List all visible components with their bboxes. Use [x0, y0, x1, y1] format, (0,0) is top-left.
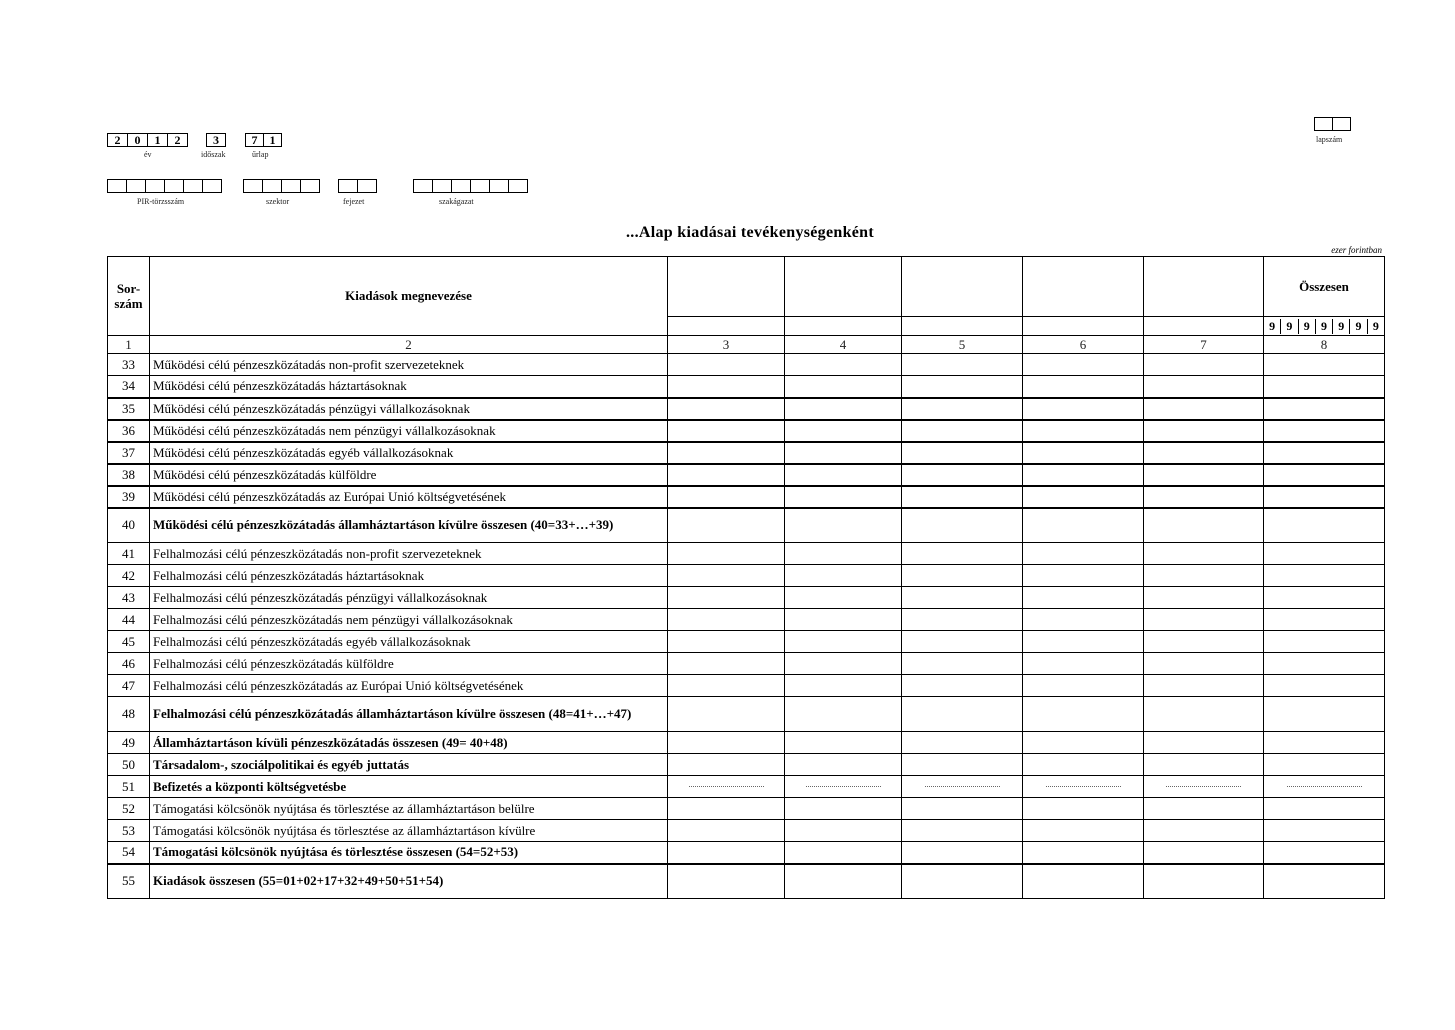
- amount-cell[interactable]: [1144, 754, 1264, 776]
- amount-cell[interactable]: [1023, 609, 1144, 631]
- amount-cell[interactable]: [1144, 376, 1264, 398]
- amount-cell: [1144, 776, 1264, 798]
- table-row: [108, 754, 1385, 776]
- dash-placeholder: [1287, 786, 1362, 787]
- amount-cell[interactable]: [1264, 587, 1385, 609]
- table-row: [108, 675, 1385, 697]
- expense-name: Társadalom-, szociálpolitikai és egyéb juttatás: [150, 754, 668, 776]
- amount-cell[interactable]: [785, 543, 902, 565]
- amount-cell[interactable]: [1264, 864, 1385, 899]
- amount-cell[interactable]: [668, 464, 785, 486]
- period-label: időszak: [201, 150, 226, 159]
- amount-cell[interactable]: [1144, 864, 1264, 899]
- amount-cell[interactable]: [668, 653, 785, 675]
- amount-cell[interactable]: [668, 609, 785, 631]
- dash-placeholder: [1046, 786, 1121, 787]
- row-number: 53: [108, 820, 150, 842]
- amount-cell[interactable]: [785, 609, 902, 631]
- amount-cell[interactable]: [1023, 442, 1144, 464]
- code-cells-4[interactable]: [785, 317, 902, 336]
- expense-name: Felhalmozási célú pénzeszközátadás államháztartáson kívülre összesen (48=41+…+47): [150, 697, 668, 732]
- amount-cell[interactable]: [1264, 420, 1385, 442]
- code-box: [281, 179, 301, 193]
- amount-cell[interactable]: [1023, 820, 1144, 842]
- amount-cell[interactable]: [668, 420, 785, 442]
- column-number: 2: [150, 336, 668, 354]
- amount-cell[interactable]: [785, 842, 902, 864]
- code-box: [357, 179, 377, 193]
- sector-label: szektor: [266, 197, 290, 206]
- expense-name: Felhalmozási célú pénzeszközátadás egyéb vállalkozásoknak: [150, 631, 668, 653]
- amount-cell[interactable]: [668, 675, 785, 697]
- expense-name: Felhalmozási célú pénzeszközátadás pénzügyi vállalkozásoknak: [150, 587, 668, 609]
- code-box: [107, 179, 127, 193]
- expense-name: Felhalmozási célú pénzeszközátadás háztartásoknak: [150, 565, 668, 587]
- amount-cell[interactable]: [1023, 864, 1144, 899]
- amount-cell[interactable]: [785, 820, 902, 842]
- amount-cell[interactable]: [902, 398, 1023, 420]
- amount-cell[interactable]: [668, 565, 785, 587]
- header-activity-col-3: [668, 257, 785, 317]
- amount-cell[interactable]: [1144, 820, 1264, 842]
- amount-cell[interactable]: [785, 754, 902, 776]
- table-row: [108, 842, 1385, 864]
- code-box: [145, 179, 165, 193]
- code-box: [202, 179, 222, 193]
- amount-cell[interactable]: [668, 798, 785, 820]
- dash-placeholder: [689, 786, 764, 787]
- amount-cell[interactable]: [902, 732, 1023, 754]
- dash-placeholder: [806, 786, 881, 787]
- header-expense-name: Kiadások megnevezése: [150, 257, 668, 336]
- amount-cell[interactable]: [1023, 732, 1144, 754]
- amount-cell[interactable]: [1144, 420, 1264, 442]
- table-row: [108, 508, 1385, 543]
- amount-cell[interactable]: [1264, 354, 1385, 376]
- expense-name: Működési célú pénzeszközátadás egyéb vállalkozásoknak: [150, 442, 668, 464]
- column-number: 7: [1144, 336, 1264, 354]
- expense-name: Befizetés a központi költségvetésbe: [150, 776, 668, 798]
- year-boxes: [107, 133, 188, 147]
- table-row: [108, 798, 1385, 820]
- amount-cell[interactable]: [1023, 464, 1144, 486]
- amount-cell[interactable]: [1264, 376, 1385, 398]
- code-box: 2: [107, 133, 128, 147]
- chapter-boxes[interactable]: [338, 179, 377, 193]
- amount-cell[interactable]: [1264, 754, 1385, 776]
- row-number: 47: [108, 675, 150, 697]
- row-number: 45: [108, 631, 150, 653]
- amount-cell[interactable]: [668, 376, 785, 398]
- amount-cell[interactable]: [668, 631, 785, 653]
- amount-cell[interactable]: [902, 543, 1023, 565]
- total-code-digit: 9: [1332, 319, 1349, 334]
- code-box: 2: [167, 133, 188, 147]
- row-number: 39: [108, 486, 150, 508]
- amount-cell: [785, 776, 902, 798]
- chapter-label: fejezet: [343, 197, 365, 206]
- header-total: Összesen: [1264, 257, 1385, 317]
- amount-cell[interactable]: [1144, 486, 1264, 508]
- amount-cell[interactable]: [902, 754, 1023, 776]
- amount-cell[interactable]: [902, 464, 1023, 486]
- expense-name: Kiadások összesen (55=01+02+17+32+49+50+51+54): [150, 864, 668, 899]
- expense-name: Működési célú pénzeszközátadás non-profit szervezeteknek: [150, 354, 668, 376]
- amount-cell[interactable]: [785, 486, 902, 508]
- amount-cell[interactable]: [785, 587, 902, 609]
- amount-cell[interactable]: [785, 398, 902, 420]
- amount-cell[interactable]: [785, 675, 902, 697]
- table-row: [108, 442, 1385, 464]
- table-row: [108, 543, 1385, 565]
- amount-cell[interactable]: [1264, 543, 1385, 565]
- code-box: [243, 179, 263, 193]
- amount-cell[interactable]: [785, 354, 902, 376]
- code-box: 3: [206, 133, 226, 147]
- row-number: 40: [108, 508, 150, 543]
- table-row: [108, 587, 1385, 609]
- code-cells-7[interactable]: [1144, 317, 1264, 336]
- amount-cell[interactable]: [668, 754, 785, 776]
- amount-cell[interactable]: [1264, 653, 1385, 675]
- expense-name: Felhalmozási célú pénzeszközátadás az Európai Unió költségvetésének: [150, 675, 668, 697]
- amount-cell[interactable]: [1023, 543, 1144, 565]
- amount-cell[interactable]: [1023, 376, 1144, 398]
- amount-cell[interactable]: [1144, 653, 1264, 675]
- code-box: 7: [245, 133, 264, 147]
- amount-cell[interactable]: [1023, 653, 1144, 675]
- amount-cell[interactable]: [785, 420, 902, 442]
- amount-cell[interactable]: [1023, 398, 1144, 420]
- total-code-digit: 9: [1349, 319, 1366, 334]
- table-row: [108, 565, 1385, 587]
- row-number: 35: [108, 398, 150, 420]
- amount-cell[interactable]: [902, 842, 1023, 864]
- row-number: 36: [108, 420, 150, 442]
- amount-cell[interactable]: [1144, 464, 1264, 486]
- row-number: 52: [108, 798, 150, 820]
- table-row: [108, 420, 1385, 442]
- expense-name: Támogatási kölcsönök nyújtása és törlesztése összesen (54=52+53): [150, 842, 668, 864]
- amount-cell[interactable]: [668, 864, 785, 899]
- amount-cell[interactable]: [1144, 543, 1264, 565]
- code-cells-6[interactable]: [1023, 317, 1144, 336]
- amount-cell[interactable]: [785, 732, 902, 754]
- amount-cell: [1264, 776, 1385, 798]
- table-row: [108, 609, 1385, 631]
- amount-cell[interactable]: [1264, 732, 1385, 754]
- amount-cell: [902, 776, 1023, 798]
- amount-cell[interactable]: [1144, 798, 1264, 820]
- amount-cell[interactable]: [1264, 398, 1385, 420]
- page-title: ...Alap kiadásai tevékenységenként: [626, 224, 874, 241]
- total-code-digit: 9: [1367, 319, 1384, 334]
- amount-cell[interactable]: [785, 798, 902, 820]
- row-number: 46: [108, 653, 150, 675]
- page-number-label: lapszám: [1316, 135, 1343, 144]
- row-number: 38: [108, 464, 150, 486]
- expense-name: Működési célú pénzeszközátadás pénzügyi vállalkozásoknak: [150, 398, 668, 420]
- amount-cell[interactable]: [1264, 565, 1385, 587]
- row-number: 50: [108, 754, 150, 776]
- expense-name: Támogatási kölcsönök nyújtása és törlesztése az államháztartáson belülre: [150, 798, 668, 820]
- amount-cell[interactable]: [785, 697, 902, 732]
- table-row: [108, 732, 1385, 754]
- amount-cell[interactable]: [1264, 697, 1385, 732]
- amount-cell[interactable]: [1023, 798, 1144, 820]
- amount-cell[interactable]: [1023, 587, 1144, 609]
- amount-cell[interactable]: [902, 798, 1023, 820]
- amount-cell[interactable]: [1264, 820, 1385, 842]
- code-box: [413, 179, 433, 193]
- amount-cell[interactable]: [902, 609, 1023, 631]
- amount-cell[interactable]: [1264, 464, 1385, 486]
- pir-label: PIR-törzsszám: [137, 197, 185, 206]
- amount-cell[interactable]: [1144, 609, 1264, 631]
- sector-boxes[interactable]: [243, 179, 320, 193]
- row-number: 42: [108, 565, 150, 587]
- code-box: [126, 179, 146, 193]
- header-activity-col-7: [1144, 257, 1264, 317]
- expense-name: Felhalmozási célú pénzeszközátadás külföldre: [150, 653, 668, 675]
- code-box: [451, 179, 471, 193]
- amount-cell[interactable]: [1264, 842, 1385, 864]
- amount-cell: [1023, 776, 1144, 798]
- code-box: [164, 179, 184, 193]
- code-box: [338, 179, 358, 193]
- row-number: 44: [108, 609, 150, 631]
- period-boxes: [206, 133, 226, 147]
- amount-cell[interactable]: [1144, 732, 1264, 754]
- column-number: 5: [902, 336, 1023, 354]
- amount-cell[interactable]: [902, 864, 1023, 899]
- column-number: 4: [785, 336, 902, 354]
- code-box: [432, 179, 452, 193]
- amount-cell[interactable]: [1144, 442, 1264, 464]
- table-row: [108, 464, 1385, 486]
- expense-name: Támogatási kölcsönök nyújtása és törlesztése az államháztartáson kívülre: [150, 820, 668, 842]
- amount-cell[interactable]: [785, 442, 902, 464]
- amount-cell[interactable]: [785, 464, 902, 486]
- amount-cell[interactable]: [1144, 508, 1264, 543]
- code-box: [470, 179, 490, 193]
- amount-cell[interactable]: [1264, 675, 1385, 697]
- amount-cell[interactable]: [902, 508, 1023, 543]
- row-number: 34: [108, 376, 150, 398]
- amount-cell[interactable]: [668, 442, 785, 464]
- amount-cell[interactable]: [1023, 486, 1144, 508]
- expense-name: Működési célú pénzeszközátadás az Európai Unió költségvetésének: [150, 486, 668, 508]
- amount-cell[interactable]: [902, 420, 1023, 442]
- amount-cell[interactable]: [668, 354, 785, 376]
- amount-cell[interactable]: [1264, 798, 1385, 820]
- row-number: 33: [108, 354, 150, 376]
- amount-cell[interactable]: [785, 631, 902, 653]
- row-number: 49: [108, 732, 150, 754]
- amount-cell[interactable]: [1144, 631, 1264, 653]
- amount-cell[interactable]: [668, 820, 785, 842]
- year-label: év: [144, 150, 152, 159]
- amount-cell[interactable]: [1264, 486, 1385, 508]
- amount-cell[interactable]: [1023, 354, 1144, 376]
- code-box: [489, 179, 509, 193]
- code-cells-total: [1264, 317, 1385, 336]
- amount-cell[interactable]: [1264, 631, 1385, 653]
- amount-cell[interactable]: [1023, 697, 1144, 732]
- code-box: [508, 179, 528, 193]
- amount-cell[interactable]: [668, 486, 785, 508]
- amount-cell[interactable]: [785, 864, 902, 899]
- amount-cell[interactable]: [1023, 842, 1144, 864]
- table-row: [108, 697, 1385, 732]
- column-number: 3: [668, 336, 785, 354]
- amount-cell[interactable]: [668, 398, 785, 420]
- total-code-digit: 9: [1280, 319, 1297, 334]
- form-label: űrlap: [252, 150, 269, 159]
- code-box: [262, 179, 282, 193]
- amount-cell[interactable]: [902, 675, 1023, 697]
- amount-cell[interactable]: [668, 543, 785, 565]
- unit-note: ezer forintban: [1331, 245, 1382, 255]
- amount-cell[interactable]: [1023, 675, 1144, 697]
- amount-cell: [668, 776, 785, 798]
- code-box: [183, 179, 203, 193]
- amount-cell[interactable]: [902, 697, 1023, 732]
- amount-cell[interactable]: [1144, 675, 1264, 697]
- expense-name: Államháztartáson kívüli pénzeszközátadás összesen (49= 40+48): [150, 732, 668, 754]
- header-activity-col-5: [902, 257, 1023, 317]
- code-box: 1: [263, 133, 282, 147]
- page-number-boxes[interactable]: [1314, 117, 1351, 131]
- amount-cell[interactable]: [1023, 565, 1144, 587]
- column-number: 8: [1264, 336, 1385, 354]
- table-row: [108, 864, 1385, 899]
- table-row: [108, 776, 1385, 798]
- amount-cell[interactable]: [902, 376, 1023, 398]
- table-row: [108, 486, 1385, 508]
- amount-cell[interactable]: [668, 508, 785, 543]
- amount-cell[interactable]: [1144, 565, 1264, 587]
- amount-cell[interactable]: [902, 354, 1023, 376]
- amount-cell[interactable]: [668, 732, 785, 754]
- row-number: 55: [108, 864, 150, 899]
- expense-name: Működési célú pénzeszközátadás államháztartáson kívülre összesen (40=33+…+39): [150, 508, 668, 543]
- amount-cell[interactable]: [668, 842, 785, 864]
- amount-cell[interactable]: [902, 653, 1023, 675]
- total-code-digit: 9: [1315, 319, 1332, 334]
- expense-name: Működési célú pénzeszközátadás nem pénzügyi vállalkozásoknak: [150, 420, 668, 442]
- amount-cell[interactable]: [1023, 508, 1144, 543]
- amount-cell[interactable]: [1144, 697, 1264, 732]
- row-number: 43: [108, 587, 150, 609]
- amount-cell[interactable]: [902, 565, 1023, 587]
- amount-cell[interactable]: [1144, 587, 1264, 609]
- expense-name: Felhalmozási célú pénzeszközátadás non-profit szervezeteknek: [150, 543, 668, 565]
- table-row: [108, 653, 1385, 675]
- table-row: [108, 376, 1385, 398]
- code-cells-5[interactable]: [902, 317, 1023, 336]
- branch-boxes[interactable]: [413, 179, 528, 193]
- expenditure-table: [107, 256, 1385, 899]
- expense-name: Működési célú pénzeszközátadás háztartásoknak: [150, 376, 668, 398]
- total-code-digit: 9: [1298, 319, 1315, 334]
- amount-cell[interactable]: [1264, 609, 1385, 631]
- form-boxes: [245, 133, 282, 147]
- row-number: 51: [108, 776, 150, 798]
- code-box: [300, 179, 320, 193]
- amount-cell[interactable]: [1144, 842, 1264, 864]
- code-box: 1: [147, 133, 168, 147]
- header-activity-col-6: [1023, 257, 1144, 317]
- pir-boxes[interactable]: [107, 179, 222, 193]
- expense-name: Működési célú pénzeszközátadás külföldre: [150, 464, 668, 486]
- column-number: 1: [108, 336, 150, 354]
- amount-cell[interactable]: [1264, 508, 1385, 543]
- table-row: [108, 820, 1385, 842]
- row-number: 41: [108, 543, 150, 565]
- amount-cell[interactable]: [902, 820, 1023, 842]
- amount-cell[interactable]: [785, 653, 902, 675]
- amount-cell[interactable]: [902, 587, 1023, 609]
- amount-cell[interactable]: [785, 508, 902, 543]
- amount-cell[interactable]: [785, 376, 902, 398]
- branch-label: szakágazat: [439, 197, 474, 206]
- header-activity-col-4: [785, 257, 902, 317]
- amount-cell[interactable]: [785, 565, 902, 587]
- amount-cell[interactable]: [668, 697, 785, 732]
- amount-cell[interactable]: [668, 587, 785, 609]
- amount-cell[interactable]: [1144, 398, 1264, 420]
- table-row: [108, 398, 1385, 420]
- table-row: [108, 354, 1385, 376]
- expense-name: Felhalmozási célú pénzeszközátadás nem pénzügyi vállalkozásoknak: [150, 609, 668, 631]
- amount-cell[interactable]: [902, 442, 1023, 464]
- amount-cell[interactable]: [1144, 354, 1264, 376]
- total-code-digit: 9: [1269, 318, 1276, 333]
- column-number: 6: [1023, 336, 1144, 354]
- amount-cell[interactable]: [1023, 631, 1144, 653]
- row-number: 37: [108, 442, 150, 464]
- amount-cell[interactable]: [1023, 754, 1144, 776]
- header-row-number: Sor- szám: [108, 257, 150, 336]
- table-row: [108, 631, 1385, 653]
- dash-placeholder: [1166, 786, 1241, 787]
- code-cells-3[interactable]: [668, 317, 785, 336]
- row-number: 48: [108, 697, 150, 732]
- amount-cell[interactable]: [902, 631, 1023, 653]
- dash-placeholder: [925, 786, 1000, 787]
- code-box: 0: [127, 133, 148, 147]
- amount-cell[interactable]: [1264, 442, 1385, 464]
- row-number: 54: [108, 842, 150, 864]
- amount-cell[interactable]: [902, 486, 1023, 508]
- amount-cell[interactable]: [1023, 420, 1144, 442]
